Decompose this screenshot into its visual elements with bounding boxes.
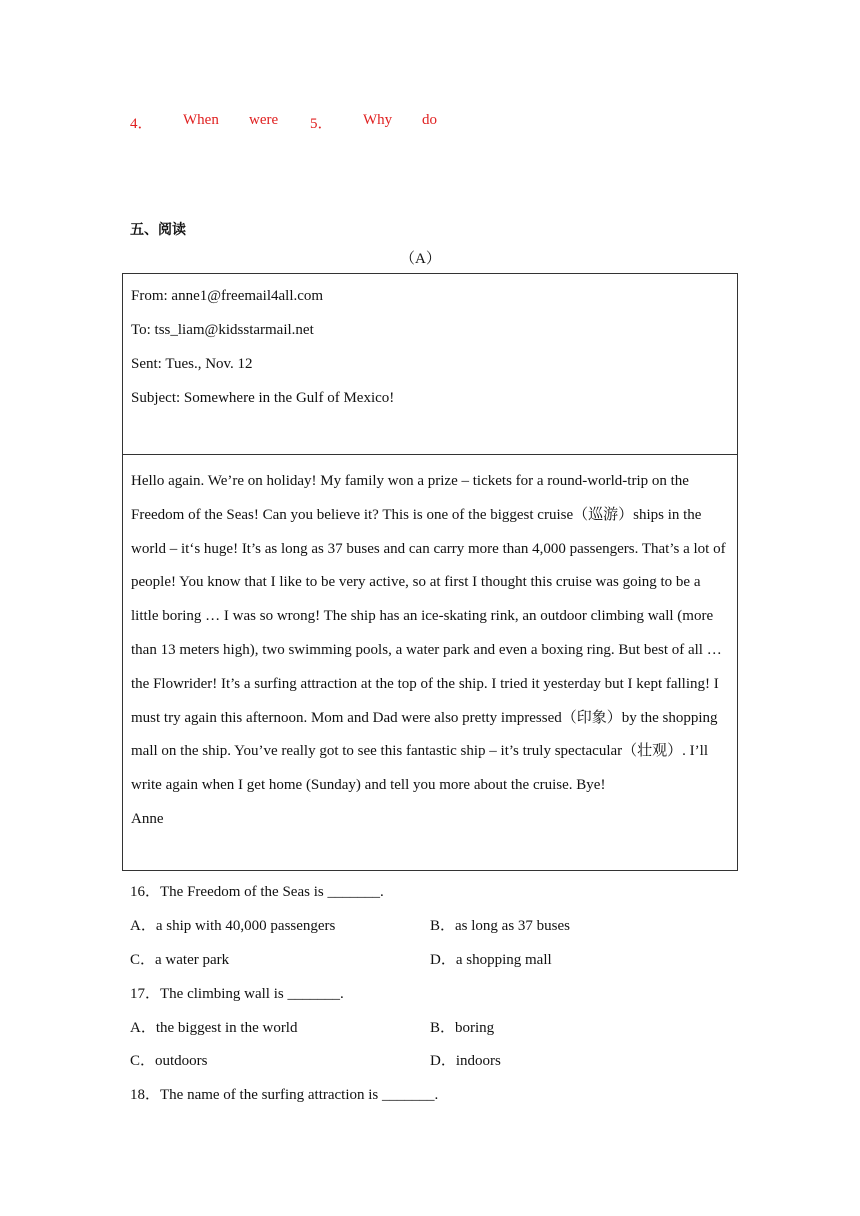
email-body-box: [122, 454, 738, 871]
email-sent: Sent: Tues., Nov. 12: [131, 356, 253, 372]
email-body-text: Hello again. We’re on holiday! My family won a prize – tickets for a round-world-trip on the Freedom of the Seas! Can you believe it? This is one of the biggest cruise（巡游）ships in the world – it‘s huge! It’s as long as 37 buses and can carry more than 4,000 passengers. That’s a lot of people! You know that I like to be very active, so at first I thought this cruise was going to be a little boring … I was so wrong! The ship has an ice-skating rink, an outdoor climbing wall (more than 13 meters high), two swimming pools, a water park and even a boxing ring. But best of all … the Flowrider! It’s a surfing attraction at the top of the ship. I tried it yesterday but I kept falling! I must try again this afternoon. Mom and Dad were also pretty impressed（印象）by the shopping mall on the ship. You’ve really got to see this fantastic ship – it’s truly spectacular（壮观）. I’ll write again when I get home (Sunday) and tell you more about the cruise. Bye!: [131, 473, 726, 794]
question-16-option-a: A．a ship with 40,000 passengers: [130, 918, 336, 934]
email-subject: Subject: Somewhere in the Gulf of Mexico!: [131, 390, 395, 406]
question-16-option-b: B．as long as 37 buses: [430, 918, 570, 934]
question-17-option-d: D．indoors: [430, 1053, 501, 1069]
question-17-stem: 17．The climbing wall is _______.: [130, 986, 344, 1002]
answer-4-word-2: were: [249, 112, 279, 128]
question-16-option-c: C．a water park: [130, 952, 230, 968]
answer-4-word-1: When: [183, 112, 219, 128]
question-17-option-b: B．boring: [430, 1020, 495, 1036]
answer-4-number: 4．: [130, 116, 153, 132]
question-16-option-d: D．a shopping mall: [430, 952, 552, 968]
email-from: From: anne1@freemail4all.com: [131, 288, 324, 304]
email-to: To: tss_liam@kidsstarmail.net: [131, 322, 314, 338]
passage-label: （A）: [400, 251, 441, 267]
answer-5-word-1: Why: [363, 112, 393, 128]
question-17-option-a: A．the biggest in the world: [130, 1020, 298, 1036]
answer-5-number: 5．: [310, 116, 333, 132]
email-signature: Anne: [131, 810, 164, 827]
question-17-option-c: C．outdoors: [130, 1053, 208, 1069]
question-18-stem: 18．The name of the surfing attraction is _______.: [130, 1087, 439, 1103]
section-heading: 五、阅读: [130, 222, 186, 238]
email-header-box: [122, 273, 738, 455]
email-body: [131, 465, 731, 837]
question-16-stem: 16．The Freedom of the Seas is _______.: [130, 884, 384, 900]
answer-5-word-2: do: [422, 112, 437, 128]
